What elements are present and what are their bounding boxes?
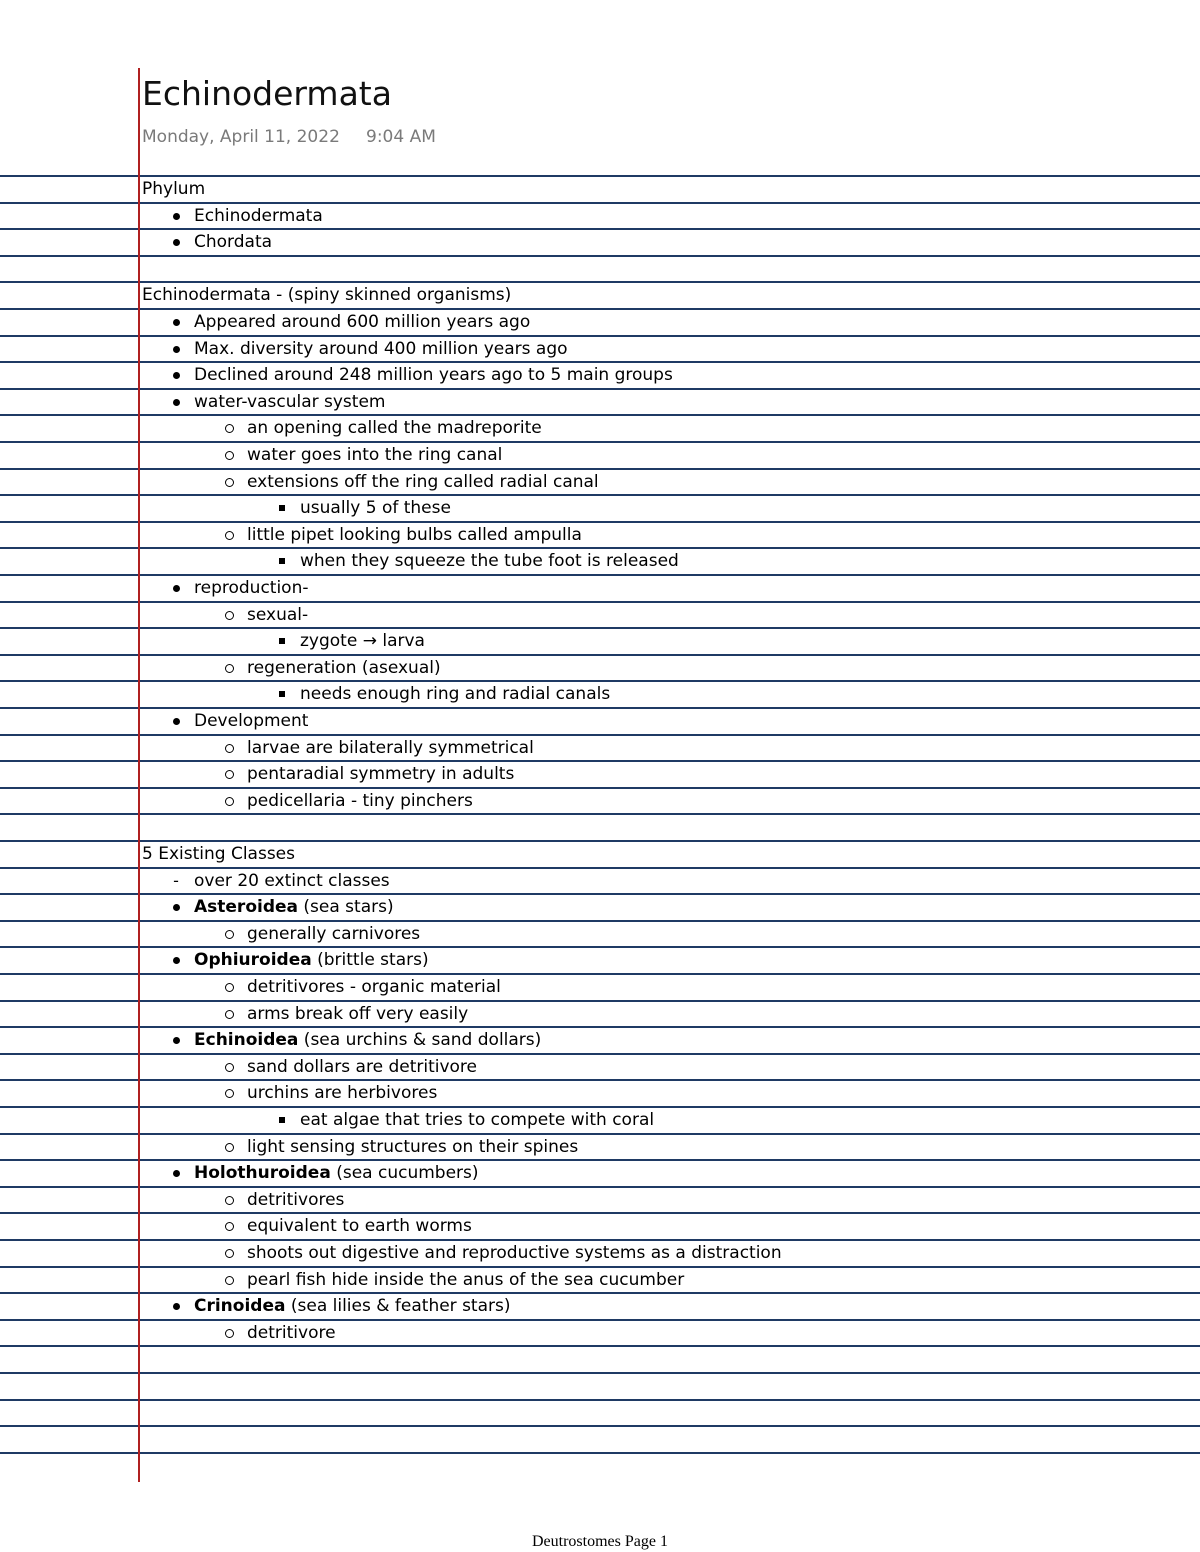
note-text: (sea cucumbers)	[330, 1163, 479, 1183]
note-line	[247, 1213, 472, 1239]
note-line	[194, 203, 323, 229]
circle-marker	[219, 602, 239, 620]
circle-marker	[219, 415, 239, 433]
ruled-line	[0, 734, 1200, 736]
circle-marker	[219, 1240, 239, 1258]
note-line	[194, 1027, 541, 1053]
note-text: Appeared around 600 million years ago	[194, 312, 531, 332]
bullet-marker	[166, 229, 186, 246]
ruled-line	[0, 1452, 1200, 1454]
note-line	[247, 1054, 477, 1080]
note-line	[194, 947, 429, 973]
note-line	[300, 548, 679, 574]
note-text: equivalent to earth worms	[247, 1216, 472, 1236]
note-line	[194, 575, 309, 601]
bullet-marker	[166, 708, 186, 725]
note-line	[247, 1320, 336, 1346]
circle-marker	[219, 1134, 239, 1152]
circle-marker	[219, 735, 239, 753]
note-line	[247, 788, 473, 814]
circle-marker	[219, 469, 239, 487]
ruled-line	[0, 1000, 1200, 1002]
note-text: detritivores	[247, 1190, 345, 1210]
note-text: (brittle stars)	[311, 950, 429, 970]
class-name: Asteroidea	[194, 897, 298, 917]
square-marker	[272, 628, 292, 644]
ruled-line	[0, 760, 1200, 762]
note-line	[194, 336, 568, 362]
ruled-line	[0, 920, 1200, 922]
ruled-line	[0, 654, 1200, 656]
page-date: Monday, April 11, 2022	[142, 127, 340, 147]
note-line	[247, 522, 582, 548]
note-line	[300, 1107, 654, 1133]
note-line	[247, 735, 534, 761]
page-footer: Deutrostomes Page 1	[532, 1533, 668, 1550]
note-line	[142, 841, 295, 867]
note-line	[247, 921, 420, 947]
ruled-line	[0, 1186, 1200, 1188]
note-text: usually 5 of these	[300, 498, 451, 518]
circle-marker	[219, 1187, 239, 1205]
ruled-line	[0, 1345, 1200, 1347]
circle-marker	[219, 1320, 239, 1338]
note-line	[247, 1134, 578, 1160]
note-text: Phylum	[142, 179, 206, 199]
note-text: shoots out digestive and reproductive systems as a distraction	[247, 1243, 782, 1263]
note-line	[247, 974, 501, 1000]
note-text: needs enough ring and radial canals	[300, 684, 611, 704]
note-line	[247, 415, 542, 441]
note-line	[194, 1293, 511, 1319]
ruled-line	[0, 255, 1200, 257]
note-text: Declined around 248 million years ago to 5 main groups	[194, 365, 673, 385]
ruled-line	[0, 1212, 1200, 1214]
circle-marker	[219, 921, 239, 939]
note-line	[194, 389, 385, 415]
ruled-line	[0, 1053, 1200, 1055]
circle-marker	[219, 1080, 239, 1098]
note-text: sexual-	[247, 605, 309, 625]
note-line	[194, 868, 390, 894]
ruled-line	[0, 627, 1200, 629]
note-text: Chordata	[194, 232, 273, 252]
class-name: Holothuroidea	[194, 1163, 331, 1183]
page-title: Echinodermata	[142, 74, 392, 113]
square-marker	[272, 495, 292, 511]
note-line	[247, 1187, 344, 1213]
square-marker	[272, 1107, 292, 1123]
note-text: water-vascular system	[194, 392, 386, 412]
note-text: regeneration (asexual)	[247, 658, 441, 678]
note-text: pedicellaria - tiny pinchers	[247, 791, 473, 811]
bullet-marker	[166, 389, 186, 406]
bullet-marker	[166, 336, 186, 353]
note-text: larvae are bilaterally symmetrical	[247, 738, 534, 758]
note-text: extensions off the ring called radial canal	[247, 472, 599, 492]
note-line	[194, 708, 308, 734]
note-line	[194, 309, 530, 335]
circle-marker	[219, 1267, 239, 1285]
note-text: sand dollars are detritivore	[247, 1057, 477, 1077]
note-line	[247, 469, 599, 495]
bullet-marker	[166, 575, 186, 592]
note-text: zygote → larva	[300, 631, 425, 651]
note-text: (sea stars)	[298, 897, 394, 917]
note-text: over 20 extinct classes	[194, 871, 390, 891]
margin-line	[138, 68, 140, 1482]
note-line	[247, 602, 308, 628]
note-line	[194, 1160, 479, 1186]
bullet-marker	[166, 309, 186, 326]
note-text: pearl fish hide inside the anus of the sea cucumber	[247, 1270, 685, 1290]
note-line	[194, 894, 394, 920]
ruled-line	[0, 1399, 1200, 1401]
note-text: 5 Existing Classes	[142, 844, 295, 864]
ruled-line	[0, 1079, 1200, 1081]
bullet-marker	[166, 1293, 186, 1310]
class-name: Ophiuroidea	[194, 950, 312, 970]
note-text: Max. diversity around 400 million years ago	[194, 339, 568, 359]
note-text: Echinodermata - (spiny skinned organisms)	[142, 285, 512, 305]
note-line	[300, 495, 451, 521]
page-dateline	[142, 126, 436, 148]
ruled-line	[0, 813, 1200, 815]
note-line	[142, 282, 511, 308]
ruled-line	[0, 601, 1200, 603]
note-text: detritivores - organic material	[247, 977, 501, 997]
square-marker	[272, 548, 292, 564]
circle-marker	[219, 1213, 239, 1231]
note-text: (sea urchins & sand dollars)	[298, 1030, 542, 1050]
note-text: urchins are herbivores	[247, 1083, 438, 1103]
circle-marker	[219, 974, 239, 992]
note-line	[247, 655, 441, 681]
note-line	[300, 681, 610, 707]
note-line	[247, 1240, 782, 1266]
page-time: 9:04 AM	[366, 127, 436, 147]
ruled-line	[0, 1319, 1200, 1321]
bullet-marker	[166, 894, 186, 911]
bullet-marker	[166, 203, 186, 220]
circle-marker	[219, 522, 239, 540]
ruled-line	[0, 1372, 1200, 1374]
note-text: little pipet looking bulbs called ampulla	[247, 525, 582, 545]
note-line	[247, 1080, 437, 1106]
note-text: water goes into the ring canal	[247, 445, 503, 465]
note-text: light sensing structures on their spines	[247, 1137, 579, 1157]
circle-marker	[219, 1001, 239, 1019]
note-line	[194, 229, 272, 255]
ruled-line	[0, 521, 1200, 523]
circle-marker	[219, 788, 239, 806]
circle-marker	[219, 655, 239, 673]
bullet-marker	[166, 1160, 186, 1177]
note-text: pentaradial symmetry in adults	[247, 764, 515, 784]
ruled-line	[0, 787, 1200, 789]
circle-marker	[219, 761, 239, 779]
note-text: detritivore	[247, 1323, 336, 1343]
circle-marker	[219, 442, 239, 460]
note-text: arms break off very easily	[247, 1004, 469, 1024]
ruled-line	[0, 414, 1200, 416]
note-line	[142, 176, 205, 202]
ruled-line	[0, 441, 1200, 443]
note-text: Echinodermata	[194, 206, 323, 226]
note-text: when they squeeze the tube foot is released	[300, 551, 679, 571]
bullet-marker	[166, 362, 186, 379]
class-name: Echinoidea	[194, 1030, 299, 1050]
note-line	[247, 761, 514, 787]
ruled-line	[0, 494, 1200, 496]
class-name: Crinoidea	[194, 1296, 286, 1316]
circle-marker	[219, 1054, 239, 1072]
bullet-marker	[166, 1027, 186, 1044]
note-text: eat algae that tries to compete with coral	[300, 1110, 655, 1130]
note-text: (sea lilies & feather stars)	[285, 1296, 511, 1316]
note-text: reproduction-	[194, 578, 309, 598]
ruled-line	[0, 1133, 1200, 1135]
bullet-marker	[166, 947, 186, 964]
ruled-line	[0, 973, 1200, 975]
dash-marker	[166, 868, 186, 894]
note-text: Development	[194, 711, 309, 731]
note-line	[247, 1001, 468, 1027]
note-line	[300, 628, 425, 654]
note-text: an opening called the madreporite	[247, 418, 542, 438]
note-line	[194, 362, 673, 388]
note-text: generally carnivores	[247, 924, 421, 944]
square-marker	[272, 681, 292, 697]
ruled-line	[0, 1425, 1200, 1427]
note-line	[247, 1267, 684, 1293]
note-line	[247, 442, 502, 468]
ruled-line	[0, 468, 1200, 470]
